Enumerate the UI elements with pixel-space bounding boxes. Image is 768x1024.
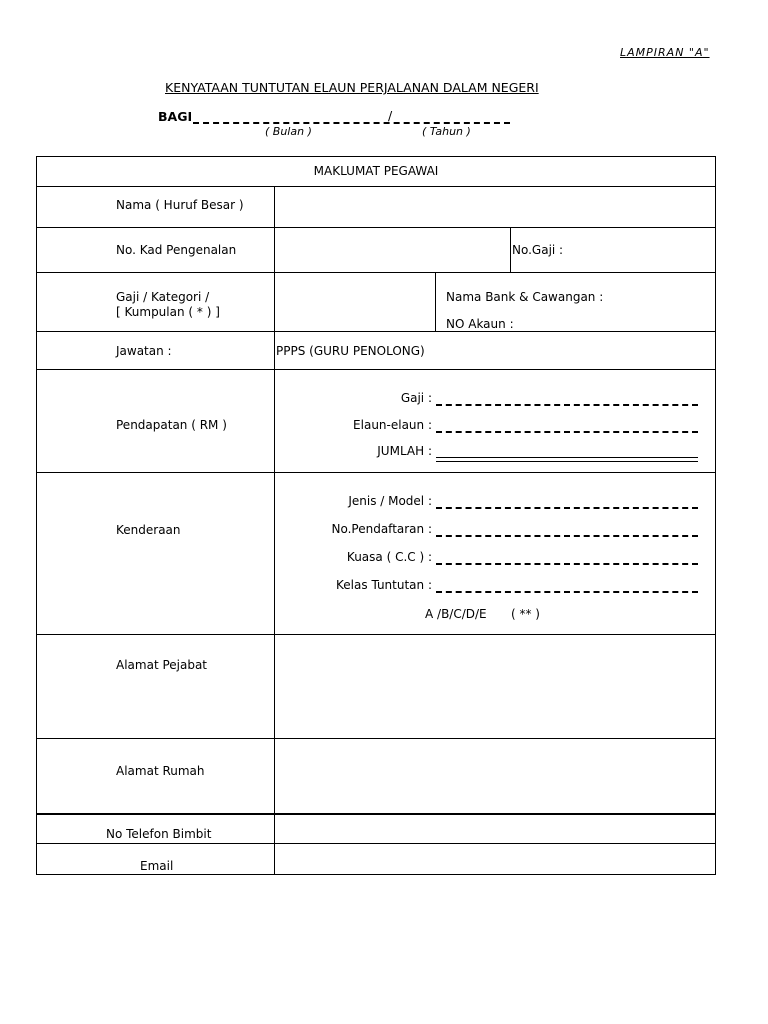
- alamat-rumah-label: Alamat Rumah: [116, 764, 205, 778]
- section-title: MAKLUMAT PEGAWAI: [313, 164, 439, 178]
- row-divider: [36, 331, 716, 332]
- gaji-kategori-label: Gaji / Kategori /: [116, 290, 210, 304]
- kenderaan-label: Kenderaan: [116, 523, 181, 537]
- gaji-field[interactable]: [436, 404, 698, 406]
- no-akaun-label: NO Akaun :: [446, 317, 514, 331]
- alamat-rumah-field[interactable]: [275, 739, 715, 813]
- elaun-label: Elaun-elaun :: [353, 418, 432, 432]
- bulan-caption: ( Bulan ): [265, 125, 312, 138]
- date-separator: /: [388, 108, 393, 123]
- bagi-date-field[interactable]: [193, 122, 510, 124]
- kuasa-field[interactable]: [436, 563, 698, 565]
- row-divider: [36, 369, 716, 370]
- kumpulan-label: [ Kumpulan ( * ) ]: [116, 305, 220, 319]
- nama-bank-label: Nama Bank & Cawangan :: [446, 290, 604, 304]
- email-label: Email: [140, 859, 174, 873]
- nama-label: Nama ( Huruf Besar ): [116, 198, 244, 212]
- kuasa-label: Kuasa ( C.C ) :: [346, 550, 432, 564]
- alamat-pejabat-field[interactable]: [275, 635, 715, 738]
- jawatan-label: Jawatan :: [116, 344, 172, 358]
- column-divider: [435, 272, 436, 331]
- gaji-kategori-field[interactable]: [275, 273, 435, 331]
- pendapatan-label: Pendapatan ( RM ): [116, 418, 227, 432]
- gaji-label: Gaji :: [400, 391, 432, 405]
- jumlah-field[interactable]: [436, 457, 698, 462]
- no-pendaftaran-field[interactable]: [436, 535, 698, 537]
- form-title: KENYATAAN TUNTUTAN ELAUN PERJALANAN DALAM NEGERI: [165, 80, 539, 95]
- kelas-tuntutan-field[interactable]: [436, 591, 698, 593]
- email-field[interactable]: [275, 844, 715, 874]
- tahun-caption: ( Tahun ): [422, 125, 471, 138]
- kelas-note: ( ** ): [511, 607, 540, 621]
- lampiran-label: LAMPIRAN "A": [620, 46, 710, 59]
- no-gaji-label: No.Gaji :: [512, 243, 564, 257]
- alamat-pejabat-label: Alamat Pejabat: [116, 658, 208, 672]
- bagi-label: BAGI: [158, 109, 193, 124]
- no-pendaftaran-label: No.Pendaftaran :: [331, 522, 432, 536]
- kelas-tuntutan-label: Kelas Tuntutan :: [336, 578, 432, 592]
- telefon-label: No Telefon Bimbit: [106, 827, 212, 841]
- jenis-model-label: Jenis / Model :: [348, 494, 432, 508]
- kad-pengenalan-label: No. Kad Pengenalan: [116, 243, 237, 257]
- telefon-field[interactable]: [275, 815, 715, 843]
- kad-pengenalan-field[interactable]: [275, 228, 510, 272]
- elaun-field[interactable]: [436, 431, 698, 433]
- column-divider: [510, 227, 511, 272]
- kelas-options: A /B/C/D/E: [425, 607, 487, 621]
- jawatan-value[interactable]: PPPS (GURU PENOLONG): [276, 344, 425, 358]
- row-divider: [36, 472, 716, 473]
- jenis-model-field[interactable]: [436, 507, 698, 509]
- jumlah-label: JUMLAH :: [377, 444, 432, 458]
- nama-field[interactable]: [275, 187, 715, 227]
